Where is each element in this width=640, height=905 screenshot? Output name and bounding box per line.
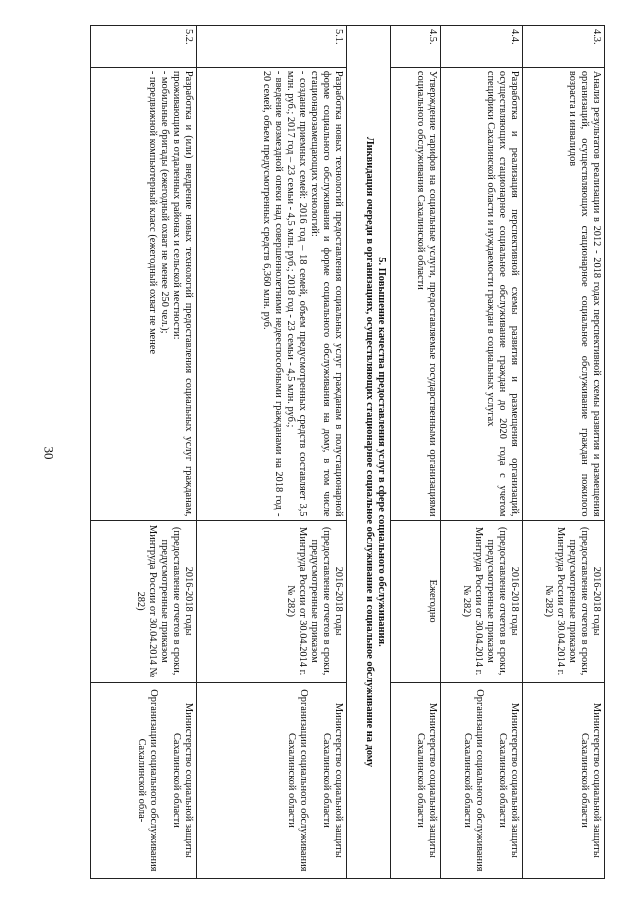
responsible-line: Организации социального обслуживания Сахалинской области bbox=[286, 689, 310, 872]
responsible-line: Министерство социальной защиты Сахалинской области bbox=[579, 702, 602, 858]
table-row bbox=[523, 26, 605, 879]
page-number-text: 30 bbox=[41, 446, 56, 459]
responsible-spacer bbox=[159, 686, 170, 875]
term-period: 2016-2018 годы bbox=[183, 566, 194, 636]
section-header-row bbox=[347, 26, 391, 879]
responsible-line: Министерство социальной защиты Сахалинской области bbox=[497, 702, 520, 858]
term-note: (предоставление отчетов в сроки, предусмотренные приказом Минтруда России от 30.04.2014 г. № 282) bbox=[285, 526, 333, 676]
row-description: Утверждение тарифов на социальные услуги, предоставляемые государственными организациями социального обслуживания Сахалинской области bbox=[391, 67, 441, 520]
responsible-spacer bbox=[309, 686, 320, 875]
row-responsible bbox=[197, 682, 347, 878]
term-note: (предоставление отчетов в сроки, предусмотренные приказом Минтруда России от 30.04.2014 № 282) bbox=[135, 524, 183, 678]
row-term bbox=[91, 520, 197, 682]
term-period: 2016-2018 годы bbox=[591, 566, 602, 636]
row-description bbox=[91, 67, 197, 520]
row-responsible bbox=[91, 682, 197, 878]
rotated-table-wrapper bbox=[90, 25, 605, 879]
term-period: 2016-2018 годы bbox=[333, 566, 344, 636]
term-note: (предоставление отчетов в сроки, предусмотренные приказом Минтруда России от 30.04.2014 г. № 282) bbox=[543, 526, 591, 676]
measures-table bbox=[90, 25, 605, 879]
term-note: (предоставление отчетов в сроки, предусмотренные приказом Минтруда России от 30.04.2014 г. № 282) bbox=[461, 526, 509, 676]
row-number: 4.5. bbox=[391, 26, 441, 68]
table-row bbox=[441, 26, 523, 879]
description-paragraph: - передвижной компьютерный класс (ежегодный охват не менее bbox=[147, 70, 159, 355]
row-responsible bbox=[391, 682, 441, 878]
row-responsible bbox=[441, 682, 523, 878]
table-row bbox=[91, 26, 197, 879]
term-period: 2016-2018 годы bbox=[509, 566, 520, 636]
row-term bbox=[391, 520, 441, 682]
description-paragraph: - создание приемных семей: 2016 год – 18 семей, объем предусмотренных средств составляет 3,5 млн. руб.; 2017 год – 23 семьи - 4,5 млн. руб.; 2018 год - 23 семьи - 4,5 млн. руб.; bbox=[285, 70, 309, 517]
term-period: Ежегодно bbox=[427, 579, 438, 623]
row-term bbox=[441, 520, 523, 682]
description-paragraph: Разработка и (или) внедрение новых технологий предоставления социальных услуг гражданам, проживающим в отдаленных районах и сельской местности: bbox=[171, 70, 194, 517]
row-number: 5.1. bbox=[197, 26, 347, 68]
row-description: Анализ результатов реализации в 2012 - 2018 годах перспективной схемы развития и размещения организаций, осуществляющих стационарное социальное обслуживание граждан пожилого возраста и инвалидов bbox=[523, 67, 605, 520]
row-number: 5.2. bbox=[91, 26, 197, 68]
table-row bbox=[197, 26, 347, 879]
responsible-spacer bbox=[485, 686, 496, 875]
row-description: Разработка и реализация перспективной схемы развития и размещения организаций, осуществляющих стационарное социальное обслуживание граждан до 2020 года с учетом специфики Сахалинской области и нуждаемости граждан в социальных услугах bbox=[441, 67, 523, 520]
description-paragraph: - введение возмездной опеки над совершеннолетними недееспособными гражданами на 2018 год - 20 семей, объем предусмотренных средств 6,360 млн. руб. bbox=[261, 70, 285, 517]
row-description bbox=[197, 67, 347, 520]
row-term bbox=[197, 520, 347, 682]
row-responsible bbox=[523, 682, 605, 878]
row-number: 4.4. bbox=[441, 26, 523, 68]
description-paragraph: Разработка новых технологий предоставления социальных услуг гражданам в полустационарной форме социального обслуживания и форме социального обслуживания на дому, в том числе стационарозамещающих технологий: bbox=[309, 70, 344, 517]
page-number bbox=[28, 0, 68, 905]
table-row bbox=[391, 26, 441, 879]
section-title: 5. Повышение качества предоставления услуг в сфере социального обслуживания. bbox=[376, 257, 387, 647]
responsible-line: Министерство социальной защиты Сахалинской области bbox=[321, 702, 344, 858]
responsible-line: Министерство социальной защиты Сахалинской области bbox=[171, 702, 194, 858]
row-term bbox=[523, 520, 605, 682]
section-subtitle: Ликвидация очереди в организациях, осуществляющих стационарное социальное обслуживание и социальное обслуживание на дому bbox=[364, 136, 376, 768]
responsible-line: Организации социального обслуживания Сахалинской области bbox=[462, 689, 486, 872]
section-header bbox=[347, 26, 391, 879]
responsible-line: Министерство социальной защиты Сахалинской области bbox=[415, 702, 438, 858]
description-paragraph: - мобильные бригады (ежегодный охват не менее 250 чел.); bbox=[159, 70, 171, 334]
responsible-line: Организации социального обслуживания Сахалинской обла- bbox=[136, 689, 160, 872]
row-number: 4.3. bbox=[523, 26, 605, 68]
